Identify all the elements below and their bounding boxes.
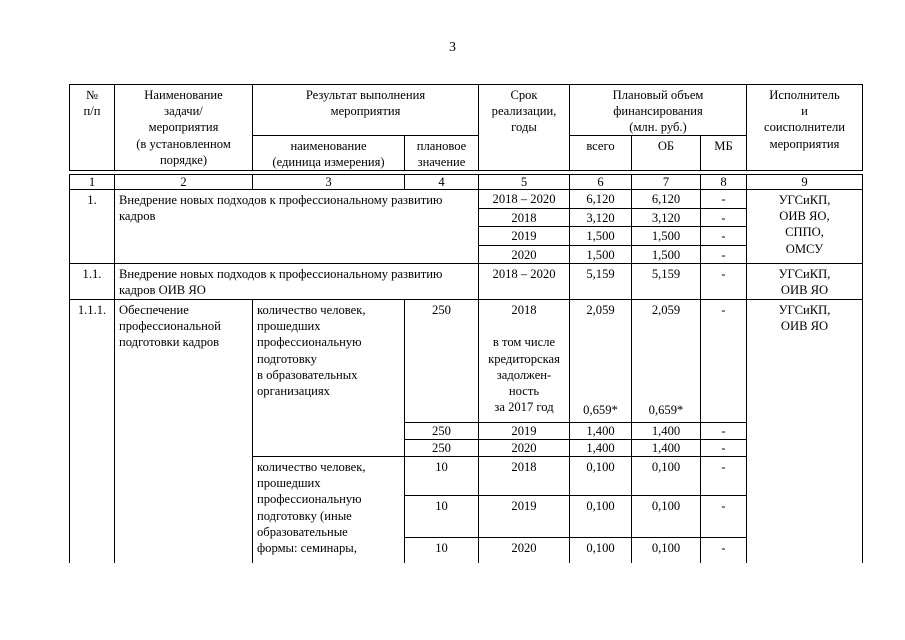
row-1-executors: УГСиКП, ОИВ ЯО, СППО, ОМСУ (746, 189, 863, 264)
row-1-1-1-total-2-2020: 0,100 (569, 537, 632, 563)
header-col-ob: ОБ (631, 135, 701, 171)
row-1-mb-3: - (700, 245, 747, 264)
header-col-num: № п/п (69, 84, 115, 171)
header-col-finance: Плановый объем финансирования (млн. руб.) (569, 84, 747, 136)
row-1-1-1-ob-2019: 1,400 (631, 422, 701, 440)
row-1-1-1-term-2019: 2019 (478, 422, 570, 440)
row-1-ob-2: 1,500 (631, 226, 701, 246)
row-1-1-1-total-2-2019: 0,100 (569, 495, 632, 538)
row-1-1-number: 1.1. (69, 263, 115, 300)
row-1-1-1-mb-2018: - (700, 299, 747, 423)
row-1-total-3: 1,500 (569, 245, 632, 264)
row-1-1-1-ob-2-2018: 0,100 (631, 456, 701, 496)
row-1-ob-3: 1,500 (631, 245, 701, 264)
row-1-1-1-number: 1.1.1. (69, 299, 115, 563)
row-1-1-1-mb-2-2018: - (700, 456, 747, 496)
row-1-1-task: Внедрение новых подходов к профессиональному развитию кадров ОИВ ЯО (114, 263, 479, 300)
row-1-1-1-ob-2020: 1,400 (631, 439, 701, 457)
row-1-term-3: 2020 (478, 245, 570, 264)
header-col-mb: МБ (700, 135, 747, 171)
row-1-1-ob: 5,159 (631, 263, 701, 300)
row-1-1-1-result-1-name: количество человек, прошедших профессиональную подготовку в образовательных организациях (252, 299, 405, 457)
row-1-1-1-ob-2018-cell (631, 299, 701, 423)
row-1-1-1-ob-2018-debt: 0,659* (648, 402, 684, 417)
header-col-result-value: плановое значение (404, 135, 479, 171)
row-1-1-1-executors: УГСиКП, ОИВ ЯО (746, 299, 863, 563)
row-1-ob-0: 6,120 (631, 189, 701, 209)
row-1-1-mb: - (700, 263, 747, 300)
column-number-6: 6 (569, 174, 632, 190)
column-number-8: 8 (700, 174, 747, 190)
row-1-1-1-mb-2-2020: - (700, 537, 747, 563)
column-number-7: 7 (631, 174, 701, 190)
row-1-total-2: 1,500 (569, 226, 632, 246)
row-1-1-1-value-2-2019: 10 (404, 495, 479, 538)
header-col-task: Наименование задачи/ мероприятия (в установленном порядке) (114, 84, 253, 171)
row-1-1-1-value-2018: 250 (404, 299, 479, 423)
row-1-1-term: 2018 – 2020 (478, 263, 570, 300)
row-1-1-1-term-2-2019: 2019 (478, 495, 570, 538)
row-1-1-1-term-2018: 2018 в том числе кредиторская задолжен- ность за 2017 год (478, 299, 570, 423)
row-1-1-1-ob-2-2019: 0,100 (631, 495, 701, 538)
header-col-result-name: наименование (единица измерения) (252, 135, 405, 171)
row-1-1-1-ob-2-2020: 0,100 (631, 537, 701, 563)
row-1-1-total: 5,159 (569, 263, 632, 300)
header-col-term: Срок реализации, годы (478, 84, 570, 171)
row-1-mb-2: - (700, 226, 747, 246)
row-1-1-1-total-2-2018: 0,100 (569, 456, 632, 496)
column-number-2: 2 (114, 174, 253, 190)
header-col-exec: Исполнитель и соисполнители мероприятия (746, 84, 863, 171)
row-1-1-1-total-2019: 1,400 (569, 422, 632, 440)
column-number-3: 3 (252, 174, 405, 190)
row-1-1-1-mb-2020: - (700, 439, 747, 457)
row-1-1-1-term-2-2020: 2020 (478, 537, 570, 563)
row-1-mb-1: - (700, 208, 747, 227)
row-1-1-1-total-2020: 1,400 (569, 439, 632, 457)
column-number-5: 5 (478, 174, 570, 190)
row-1-1-1-mb-2019: - (700, 422, 747, 440)
header-col-result: Результат выполнения мероприятия (252, 84, 479, 136)
row-1-1-1-total-2018: 2,059 (586, 303, 615, 317)
row-1-term-1: 2018 (478, 208, 570, 227)
row-1-total-1: 3,120 (569, 208, 632, 227)
row-1-1-1-ob-2018: 2,059 (651, 303, 681, 317)
row-1-1-1-value-2-2020: 10 (404, 537, 479, 563)
row-1-ob-1: 3,120 (631, 208, 701, 227)
row-1-1-1-task: Обеспечение профессиональной подготовки кадров (114, 299, 253, 563)
row-1-1-1-result-2-name: количество человек, прошедших профессиональную подготовку (иные образовательные формы: семинары, (252, 456, 405, 563)
row-1-1-executors: УГСиКП, ОИВ ЯО (746, 263, 863, 300)
row-1-1-1-total-2018-cell (569, 299, 632, 423)
row-1-1-1-total-2018-debt: 0,659* (583, 402, 618, 417)
row-1-task: Внедрение новых подходов к профессиональному развитию кадров (114, 189, 479, 264)
row-1-1-1-mb-2-2019: - (700, 495, 747, 538)
row-1-number: 1. (69, 189, 115, 264)
column-number-9: 9 (746, 174, 863, 190)
header-col-total: всего (569, 135, 632, 171)
row-1-1-1-term-2020: 2020 (478, 439, 570, 457)
column-number-1: 1 (69, 174, 115, 190)
column-number-4: 4 (404, 174, 479, 190)
row-1-term-2: 2019 (478, 226, 570, 246)
row-1-1-1-value-2019: 250 (404, 422, 479, 440)
row-1-term-0: 2018 – 2020 (478, 189, 570, 209)
row-1-total-0: 6,120 (569, 189, 632, 209)
row-1-1-1-value-2-2018: 10 (404, 456, 479, 496)
row-1-1-1-value-2020: 250 (404, 439, 479, 457)
page-number: 3 (449, 40, 456, 55)
row-1-1-1-term-2-2018: 2018 (478, 456, 570, 496)
row-1-mb-0: - (700, 189, 747, 209)
